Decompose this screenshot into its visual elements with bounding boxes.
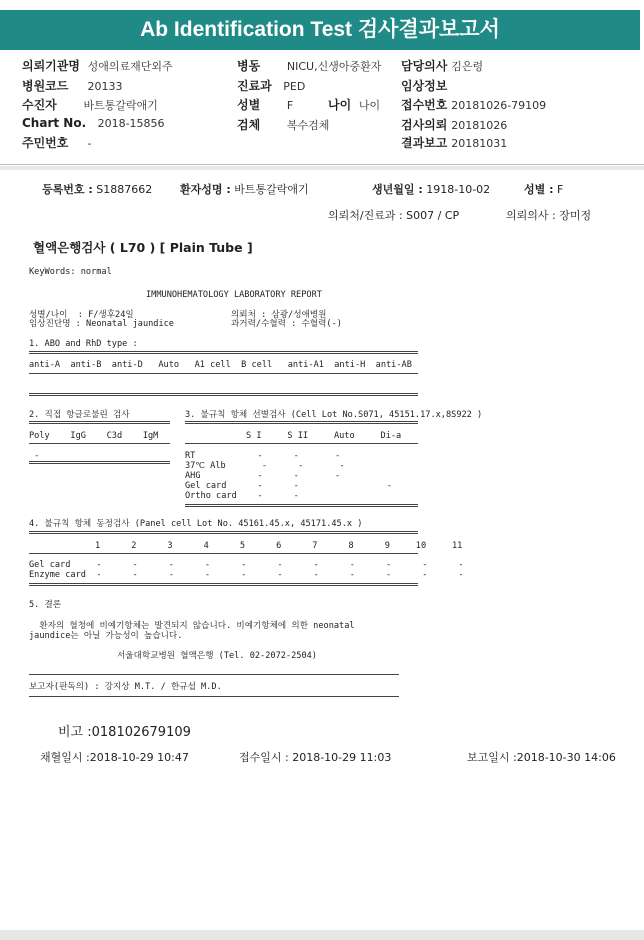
patient-dept: 의뢰처/진료과 : S007 / CP (328, 209, 460, 222)
conclusion-line-1: 환자의 혈청에 비예기항체는 발견되지 않습니다. 비예기항체에 의한 neonatal (29, 621, 355, 631)
lab-report-title: IMMUNOHEMATOLOGY LABORATORY REPORT (146, 290, 322, 300)
keywords: KeyWords: normal (29, 267, 112, 277)
reporter-rule-top (29, 674, 399, 675)
patient-dob: 생년월일 : 1918-10-02 (372, 183, 491, 196)
screen-row-ahg: AHG - - - (185, 471, 341, 481)
header-age: 나이 나이 (328, 98, 381, 112)
patient-reg-no: 등록번호 : S1887662 (42, 183, 153, 196)
panel-rule-top (29, 531, 418, 534)
screen-rule-top (185, 421, 418, 424)
footer-strip (0, 930, 644, 940)
patient-doctor: 의뢰의사 : 장미정 (506, 209, 592, 222)
header-divider (0, 164, 644, 165)
panel-rule-bottom (29, 583, 418, 586)
transfusion-history: 과거력/수혈력 : 수혈력(-) (231, 319, 342, 329)
screen-columns: S I S II Auto Di-a (246, 431, 402, 441)
dat-values: - (29, 451, 40, 461)
panel-numbers: 1 2 3 4 5 6 7 8 9 10 11 (95, 541, 463, 551)
header-sex: 성별 F (237, 98, 294, 112)
diagnosis: 임상진단명 : Neonatal jaundice (29, 319, 174, 329)
abo-rule-bottom (29, 393, 418, 396)
header-receipt-no: 접수번호 20181026-79109 (401, 98, 547, 112)
report-time: 보고일시 :2018-10-30 14:06 (467, 751, 616, 764)
conclusion-title: 5. 결론 (29, 600, 62, 610)
hospital-contact: 서울대학교병원 혈액은행 (Tel. 02-2072-2504) (117, 651, 317, 661)
header-chart-no: Chart No. 2018-15856 (22, 116, 165, 130)
reporter: 보고자(판독의) : 강지상 M.T. / 한규섭 M.D. (29, 682, 222, 692)
header-org: 의뢰기관명 성애의료재단외주 (22, 59, 173, 73)
dat-columns: Poly IgG C3d IgM (29, 431, 159, 441)
reporter-rule-bottom (29, 696, 399, 697)
dat-rule-mid (29, 443, 170, 444)
receipt-time: 접수일시 : 2018-10-29 11:03 (239, 751, 392, 764)
screen-row-alb: 37℃ Alb - - - (185, 461, 345, 471)
note: 비고 :018102679109 (58, 725, 191, 740)
abo-columns: anti-A anti-B anti-D Auto A1 cell B cell anti-A1 anti-H anti-AB (29, 360, 412, 370)
abo-section-title: 1. ABO and RhD type : (29, 339, 138, 349)
dat-rule-top (29, 421, 170, 424)
conclusion-line-2: jaundice는 아닐 가능성이 높습니다. (29, 631, 183, 641)
panel-row-gel: Gel card - - - - - - - - - - - (29, 560, 464, 570)
sex-age: 성별/나이 : F/생후24일 (29, 310, 134, 320)
screen-row-rt: RT - - - (185, 451, 341, 461)
abo-rule-top (29, 351, 418, 354)
screen-row-gel: Gel card - - - (185, 481, 392, 491)
header-report-date: 결과보고 20181031 (401, 136, 508, 150)
collection-time: 채혈일시 :2018-10-29 10:47 (40, 751, 189, 764)
header-dept: 진료과 PED (237, 79, 306, 93)
panel-row-enzyme: Enzyme card - - - - - - - - - - - (29, 570, 464, 580)
requester: 의뢰처 : 삼광/성애병원 (231, 310, 327, 320)
header-hospital-code: 병원코드 20133 (22, 79, 123, 93)
section-title: 혈액은행검사 ( L70 ) [ Plain Tube ] (33, 240, 253, 255)
screen-rule-mid (185, 443, 418, 444)
dat-section-title: 2. 직접 항글로불린 검사 (29, 410, 130, 420)
abo-rule-mid (29, 373, 418, 374)
header-resident-no: 주민번호 - (22, 136, 92, 150)
header-patient: 수진자 바트통갈락애기 (22, 98, 158, 112)
header-specimen: 검체 복수검체 (237, 118, 330, 132)
header-clinical-info: 임상정보 (401, 79, 448, 93)
header-doctor: 담당의사 김은령 (401, 59, 484, 73)
panel-rule-mid (29, 553, 418, 554)
screen-section-title: 3. 불규칙 항체 선별검사 (Cell Lot No.S071, 45151.17.x,8S922 ) (185, 410, 483, 420)
header-request-date: 검사의뢰 20181026 (401, 118, 508, 132)
patient-sex: 성별 : F (524, 183, 564, 196)
header-strip (0, 166, 644, 170)
screen-rule-bottom (185, 504, 418, 507)
dat-rule-bottom (29, 461, 170, 464)
panel-section-title: 4. 불규칙 항체 동정검사 (Panel cell Lot No. 45161.45.x, 45171.45.x ) (29, 519, 363, 529)
header-ward: 병동 NICU,신생아중환자 (237, 59, 382, 73)
report-title: Ab Identification Test 검사결과보고서 (0, 10, 640, 50)
patient-name: 환자성명 : 바트통갈락애기 (180, 183, 309, 196)
screen-row-ortho: Ortho card - - (185, 491, 299, 501)
